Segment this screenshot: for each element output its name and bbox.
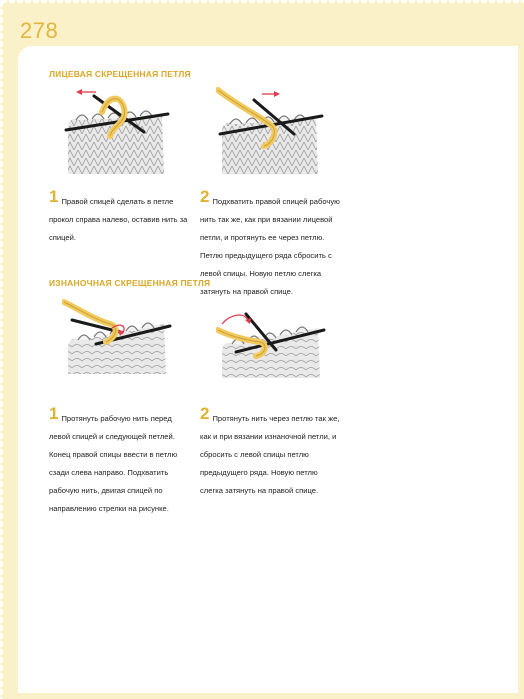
step-text: Протянуть нить через петлю так же, как и при вязании изнаночной петли, и сбросить с левой спицы петлю предыдущего ряда. Новую петлю слегка затянуть на правой спице.	[200, 414, 340, 495]
knit-crossed-step-1	[49, 187, 189, 245]
section-heading-knit-crossed: ЛИЦЕВАЯ СКРЕЩЕННАЯ ПЕТЛЯ	[49, 69, 191, 79]
knit-crossed-step1-illustration	[62, 86, 172, 178]
page-border-left	[0, 0, 6, 699]
purl-crossed-step2-illustration	[216, 310, 326, 388]
step-text: Правой спицей сделать в петле прокол справа налево, оставив нить за спицей.	[49, 197, 188, 242]
step-text: Протянуть рабочую нить перед левой спицей и следующей петлей. Конец правой спицы ввести в петлю сзади слева направо. Подхватить рабочую нить, двигая спицей по направлению стрелки на рисунке.	[49, 414, 178, 513]
purl-crossed-step1-illustration	[62, 294, 172, 386]
knit-crossed-step-2	[200, 187, 340, 299]
step-number: 2	[200, 404, 210, 423]
page-border-top	[0, 0, 524, 6]
step-number: 1	[49, 404, 59, 423]
page-number: 278	[20, 18, 59, 43]
step-number: 2	[200, 187, 210, 206]
purl-crossed-step-1	[49, 404, 189, 516]
knit-crossed-step2-illustration	[216, 86, 326, 178]
section-heading-purl-crossed: ИЗНАНОЧНАЯ СКРЕЩЕННАЯ ПЕТЛЯ	[49, 278, 211, 288]
step-number: 1	[49, 187, 59, 206]
step-text: Подхватить правой спицей рабочую нить так же, как при вязании лицевой петли, и протянуть ее через петлю. Петлю предыдущего ряда сбросить с левой спицы. Новую петлю слегка затянуть на правой спице.	[200, 197, 340, 296]
purl-crossed-step-2	[200, 404, 340, 498]
